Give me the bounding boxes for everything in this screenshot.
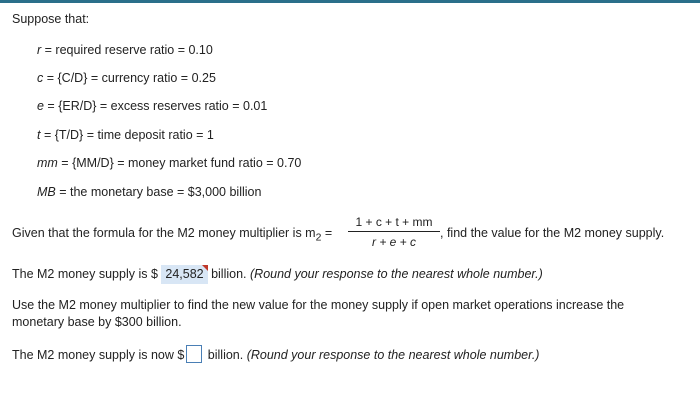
formula-equals: =: [321, 226, 333, 240]
formula-denominator: r + e + c: [371, 235, 417, 249]
answer-line-2: [12, 345, 539, 363]
formula-lead: [12, 225, 332, 247]
definition-symbol: e: [37, 99, 44, 113]
definition-symbol: c: [37, 71, 44, 85]
definition-symbol: MB: [37, 185, 56, 199]
definition-mm: [37, 155, 301, 171]
definition-r: [37, 42, 213, 58]
answer1-prefix: The M2 money supply is $: [12, 267, 162, 281]
definition-text: = {ER/D} = excess reserves ratio = 0.01: [43, 99, 268, 113]
definition-symbol: mm: [37, 156, 58, 170]
answer2-input[interactable]: [186, 345, 202, 363]
definition-symbol: r: [37, 43, 42, 57]
formula-subscript: 2: [315, 232, 322, 244]
top-divider: [0, 0, 700, 3]
formula-numerator: 1 + c + t + mm: [355, 215, 433, 229]
definition-text: = {C/D} = currency ratio = 0.25: [43, 71, 216, 85]
definition-text: = {MM/D} = money market fund ratio = 0.70: [57, 156, 302, 170]
definition-text: = the monetary base = $3,000 billion: [55, 185, 262, 199]
answer2-note: (Round your response to the nearest whole number.): [246, 348, 540, 362]
answer1-value-box[interactable]: [161, 265, 207, 284]
formula-fraction: [348, 214, 440, 250]
definition-symbol: t: [37, 128, 41, 142]
answer2-prefix: The M2 money supply is now $: [12, 348, 185, 362]
formula-lead-text: Given that the formula for the M2 money multiplier is m: [12, 226, 316, 240]
definition-c: [37, 70, 216, 86]
formula-tail: , find the value for the M2 money supply.: [440, 226, 665, 240]
definition-mb: [37, 184, 261, 200]
incorrect-flag-icon: [202, 265, 208, 271]
answer-line-1: [12, 265, 543, 284]
question-2-text: Use the M2 money multiplier to find the new value for the money supply if open market operations increase the monetary base by $300 billion.: [12, 298, 625, 329]
intro-text: Suppose that:: [12, 12, 90, 26]
answer1-note: (Round your response to the nearest whole number.): [250, 267, 543, 281]
answer1-suffix: billion.: [207, 267, 250, 281]
definition-e: [37, 98, 267, 114]
fraction-bar: [348, 231, 440, 232]
definition-text: = {T/D} = time deposit ratio = 1: [40, 128, 214, 142]
answer2-suffix: billion.: [204, 348, 247, 362]
answer1-value: 24,582: [165, 267, 204, 281]
definition-t: [37, 127, 214, 143]
definition-text: = required reserve ratio = 0.10: [41, 43, 213, 57]
